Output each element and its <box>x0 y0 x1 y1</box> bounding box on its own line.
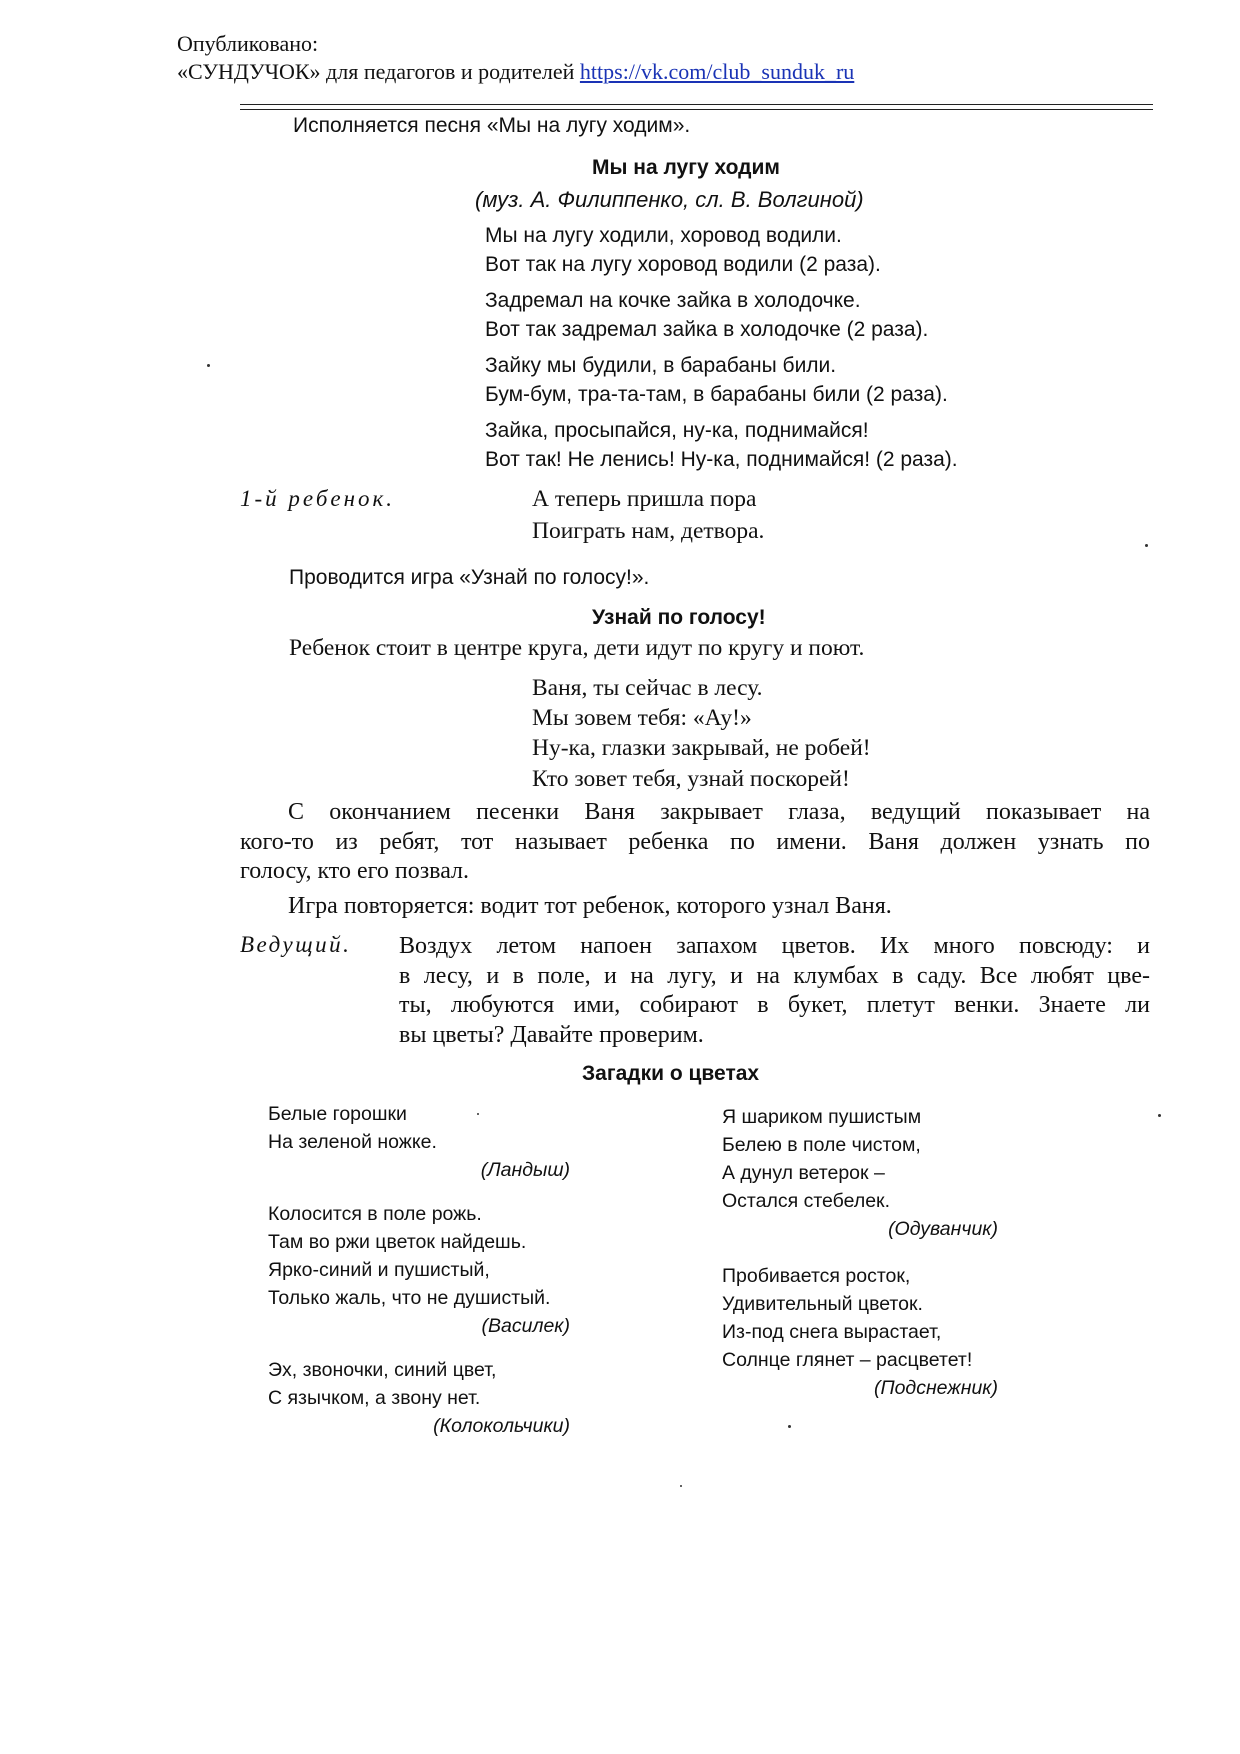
riddle-line: Пробивается росток, <box>722 1265 911 1287</box>
publisher-name: «СУНДУЧОК» для педагогов и родителей <box>177 59 580 84</box>
game-verse-line-1: Ваня, ты сейчас в лесу. <box>532 675 763 701</box>
game-title: Узнай по голосу! <box>592 606 766 629</box>
song-title: Мы на лугу ходим <box>592 156 780 179</box>
host-speech-line-1: Воздух летом напоен запахом цветов. Их много повсюду: и <box>399 933 1150 959</box>
riddle-line: Из-под снега вырастает, <box>722 1321 942 1343</box>
host-speech-line-2: в лесу, и в поле, и на лугу, и на клумбах в саду. Все любят цве- <box>399 962 1150 989</box>
host-speech-line-4: вы цветы? Давайте проверим. <box>399 1021 704 1048</box>
riddle-line: А дунул ветерок – <box>722 1162 885 1184</box>
game-paragraph-1-line-1: С окончанием песенки Ваня закрывает глаза, ведущий показывает на <box>288 799 1150 825</box>
game-paragraph-1-line-2: кого-то из ребят, тот называет ребенка по имени. Ваня должен узнать по <box>240 828 1150 855</box>
riddle-line: Удивительный цветок. <box>722 1293 923 1315</box>
header-divider-thin <box>240 109 1153 110</box>
scan-speck <box>477 1113 479 1115</box>
riddle-line: Солнце глянет – расцветет! <box>722 1349 973 1371</box>
child-1-line-2: Поиграть нам, детвора. <box>532 518 765 544</box>
publisher-link[interactable]: https://vk.com/club_sunduk_ru <box>579 59 855 84</box>
speaker-host: Ведущий. <box>240 932 352 957</box>
song-verse-1-line-1: Мы на лугу ходили, хоровод водили. <box>485 224 842 247</box>
riddle-left-2 <box>268 1200 570 1340</box>
riddle-answer-oduvanchik: (Одуванчик) <box>888 1218 998 1240</box>
riddles-title: Загадки о цветах <box>582 1062 760 1085</box>
scan-speck <box>1158 1114 1161 1117</box>
song-verse-3-line-2: Бум-бум, тра-та-там, в барабаны били (2 раза). <box>485 383 948 406</box>
song-verse-4-line-1: Зайка, просыпайся, ну-ка, поднимайся! <box>485 419 869 442</box>
riddle-answer-landysh: (Ландыш) <box>480 1159 570 1181</box>
game-verse-line-3: Ну-ка, глазки закрывай, не робей! <box>532 735 871 761</box>
riddle-answer-vasilek: (Василек) <box>481 1315 570 1337</box>
riddle-line: С язычком, а звону нет. <box>268 1387 481 1409</box>
song-verse-4-line-2: Вот так! Не ленись! Ну-ка, поднимайся! (2 раза). <box>485 448 958 471</box>
riddle-line: Ярко-синий и пушистый, <box>268 1259 490 1281</box>
riddle-line: Колосится в поле рожь. <box>268 1203 482 1225</box>
scan-speck <box>207 364 210 367</box>
published-label: Опубликовано: <box>177 31 319 56</box>
speaker-child-1: 1-й ребенок. <box>240 486 396 511</box>
game-description: Ребенок стоит в центре круга, дети идут по кругу и поют. <box>289 635 865 661</box>
scan-speck <box>788 1425 791 1428</box>
song-verse-2-line-2: Вот так задремал зайка в холодочке (2 раза). <box>485 318 929 341</box>
riddle-left-1 <box>268 1100 570 1184</box>
publisher-line <box>177 58 854 86</box>
riddle-line: На зеленой ножке. <box>268 1131 437 1153</box>
riddle-line: Эх, звоночки, синий цвет, <box>268 1359 497 1381</box>
game-verse-line-4: Кто зовет тебя, узнай поскорей! <box>532 766 850 792</box>
game-paragraph-2: Игра повторяется: водит тот ребенок, которого узнал Ваня. <box>288 893 892 919</box>
header-divider <box>240 104 1153 105</box>
song-verse-1-line-2: Вот так на лугу хоровод водили (2 раза). <box>485 253 881 276</box>
intro-game: Проводится игра «Узнай по голосу!». <box>289 566 650 589</box>
riddle-right-1 <box>722 1103 998 1243</box>
host-speech <box>399 932 1150 1050</box>
scan-speck <box>680 1485 682 1487</box>
game-paragraph-1-line-3: голосу, кто его позвал. <box>240 858 470 884</box>
game-paragraph-1 <box>240 798 1150 887</box>
scan-speck <box>1145 544 1148 547</box>
riddle-answer-kolokolchiki: (Колокольчики) <box>433 1415 570 1437</box>
riddle-line: Белые горошки <box>268 1103 407 1125</box>
riddle-right-2 <box>722 1262 998 1402</box>
riddle-answer-podsnezhnik: (Подснежник) <box>873 1377 998 1399</box>
publication-header <box>177 30 854 86</box>
riddle-line: Белею в поле чистом, <box>722 1134 921 1156</box>
riddle-line: Там во ржи цветок найдешь. <box>268 1231 527 1253</box>
riddle-left-3 <box>268 1356 570 1440</box>
child-1-line-1: А теперь пришла пора <box>532 486 757 512</box>
riddle-line: Только жаль, что не душистый. <box>268 1287 551 1309</box>
riddle-line: Я шариком пушистым <box>722 1106 922 1128</box>
intro-song: Исполняется песня «Мы на лугу ходим». <box>293 114 691 137</box>
song-verse-3-line-1: Зайку мы будили, в барабаны били. <box>485 354 837 377</box>
riddle-line: Остался стебелек. <box>722 1190 890 1212</box>
song-verse-2-line-1: Задремал на кочке зайка в холодочке. <box>485 289 861 312</box>
host-speech-line-3: ты, любуются ими, собирают в букет, плетут венки. Знаете ли <box>399 992 1150 1018</box>
song-credits: (муз. А. Филиппенко, сл. В. Волгиной) <box>475 187 864 212</box>
game-verse-line-2: Мы зовем тебя: «Ау!» <box>532 705 752 731</box>
